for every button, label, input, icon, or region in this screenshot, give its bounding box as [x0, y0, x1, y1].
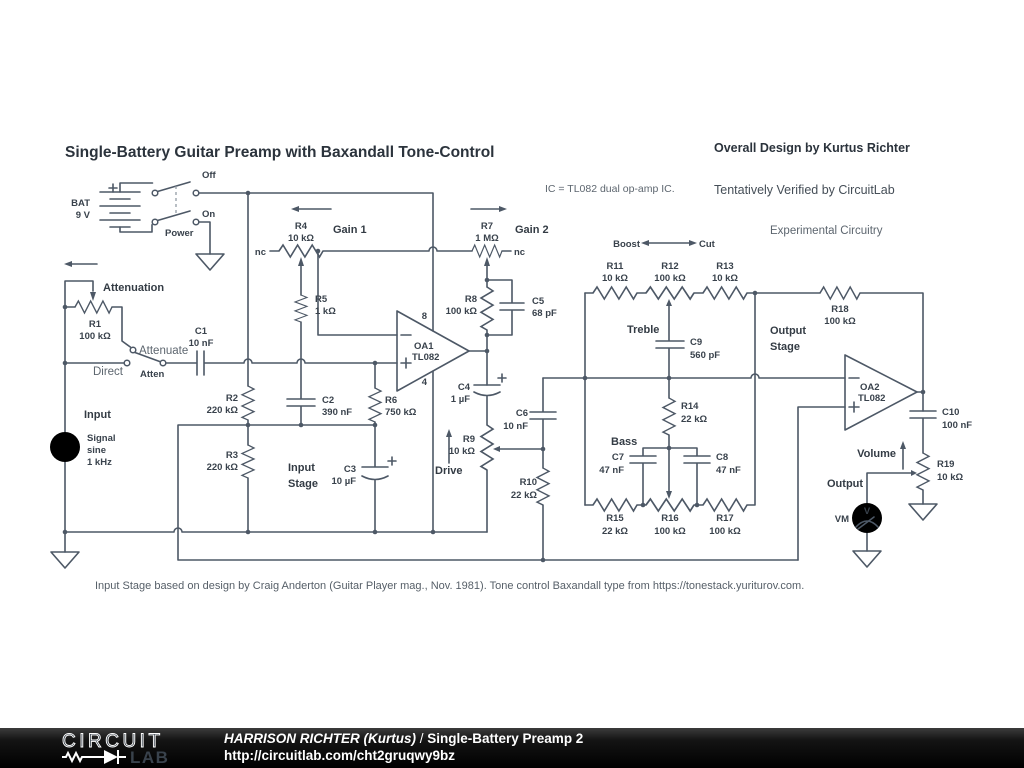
r3-ref: R3: [225, 450, 238, 461]
cut-label: Cut: [699, 239, 715, 250]
c2-ref: C2: [322, 395, 335, 406]
c2-val: 390 nF: [322, 407, 353, 418]
switch-off-label: Off: [202, 170, 216, 181]
footer-author: HARRISON RICHTER (Kurtus): [224, 731, 416, 747]
attenuation-label: Attenuation: [103, 282, 165, 294]
r3-val: 220 kΩ: [206, 462, 238, 473]
r10-ref: R10: [519, 477, 537, 488]
r15-val: 22 kΩ: [601, 526, 629, 537]
logo-circuit-text: CIRCUIT: [62, 731, 164, 752]
r9-val: 10 kΩ: [448, 446, 475, 457]
c1-ref: C1: [194, 326, 208, 337]
c3-plus-mark: [388, 457, 396, 465]
resistor-r7: [472, 245, 502, 257]
direct-label: Direct: [92, 366, 123, 378]
volume-label: Volume: [857, 448, 896, 460]
r13-val: 10 kΩ: [711, 273, 739, 284]
r13-ref: R13: [716, 261, 734, 272]
oa1-pin-top: 8: [421, 311, 427, 322]
r4-val: 10 kΩ: [287, 233, 315, 244]
vm-glyph: V: [863, 506, 871, 517]
c6-val: 10 nF: [503, 421, 528, 432]
r5-val: 1 kΩ: [315, 306, 336, 317]
boost-label: Boost: [613, 239, 640, 250]
r5-ref: R5: [315, 294, 328, 305]
treble-label: Treble: [627, 324, 660, 336]
bass-label: Bass: [611, 436, 638, 448]
footer-separator: /: [416, 731, 428, 747]
c5-val: 68 pF: [532, 308, 557, 319]
power-label: Power: [165, 228, 194, 239]
r11-val: 10 kΩ: [601, 273, 629, 284]
footer-meta: [224, 731, 583, 765]
c4-val: 1 µF: [450, 394, 470, 405]
r16-val: 100 kΩ: [654, 526, 686, 537]
resistor-r17: [703, 499, 747, 511]
r12-wiper-arrow: [666, 299, 672, 306]
c9-ref: C9: [690, 337, 703, 348]
logo-lab-text: LAB: [130, 748, 170, 766]
r15-ref: R15: [606, 513, 624, 524]
oa2-val: TL082: [858, 393, 886, 404]
r6-val: 750 kΩ: [385, 407, 417, 418]
footer-bar: [0, 728, 1024, 768]
r17-val: 100 kΩ: [709, 526, 741, 537]
c4-ref: C4: [457, 382, 470, 393]
input-stage-label-1: Input: [288, 462, 315, 474]
attenuate-label: Attenuate: [139, 345, 189, 357]
r10-val: 22 kΩ: [510, 490, 537, 501]
c3-val: 10 µF: [331, 476, 356, 487]
footer-project-title: Single-Battery Preamp 2: [427, 731, 584, 747]
r6-ref: R6: [385, 395, 398, 406]
output-stage-label-2: Stage: [770, 341, 800, 353]
design-credit: Overall Design by Kurtus Richter: [714, 141, 910, 155]
r1-val: 100 kΩ: [79, 331, 111, 342]
ground-icon: [196, 254, 224, 270]
r17-ref: R17: [716, 513, 734, 524]
schematic-title: Single-Battery Guitar Preamp with Baxandall Tone-Control: [65, 144, 495, 161]
r18-val: 100 kΩ: [824, 316, 856, 327]
r4-ref: R4: [294, 221, 308, 232]
drive-label: Drive: [435, 465, 463, 477]
r2-val: 220 kΩ: [206, 405, 238, 416]
ground-icon: [909, 504, 937, 520]
footnote: Input Stage based on design by Craig Anderton (Guitar Player mag., Nov. 1981). Tone control Baxandall type from https://tonestack.yuriturov.com.: [95, 580, 805, 592]
c1-val: 10 nF: [188, 338, 214, 349]
c10-ref: C10: [942, 407, 960, 418]
resistor-r10: [537, 468, 549, 505]
r7-val: 1 MΩ: [475, 233, 499, 244]
gain1-label: Gain 1: [333, 224, 367, 236]
atten-label: Atten: [140, 369, 165, 380]
c7-val: 47 nF: [599, 465, 624, 476]
input-stage-label-2: Stage: [288, 478, 318, 490]
c6-ref: C6: [515, 408, 528, 419]
ic-note: IC = TL082 dual op-amp IC.: [545, 183, 675, 195]
logo-resistor-diode-icon: [62, 750, 126, 764]
switch-on-label: On: [202, 209, 216, 220]
r16-ref: R16: [661, 513, 679, 524]
gain2-label: Gain 2: [515, 224, 549, 236]
r8-val: 100 kΩ: [445, 306, 477, 317]
oa1-pin-bot: 4: [421, 377, 427, 388]
resistor-r16: [646, 499, 694, 511]
sig-ref: Signal: [87, 433, 116, 444]
c8-ref: C8: [716, 452, 729, 463]
c9-val: 560 pF: [690, 350, 721, 361]
resistor-r3: [242, 445, 254, 478]
r14-ref: R14: [681, 401, 699, 412]
r12-ref: R12: [661, 261, 679, 272]
c10-val: 100 nF: [942, 420, 973, 431]
oa1-val: TL082: [412, 352, 440, 363]
input-label: Input: [84, 409, 111, 421]
r9-wiper-arrow: [493, 446, 500, 452]
resistor-r12: [646, 287, 694, 299]
r1-wiper-arrow: [90, 292, 96, 301]
c7-ref: C7: [611, 452, 624, 463]
resistor-r15: [593, 499, 637, 511]
r19-val: 10 kΩ: [937, 472, 964, 483]
r4-wiper-arrow: [298, 257, 304, 266]
c8-val: 47 nF: [716, 465, 741, 476]
r9-ref: R9: [462, 434, 475, 445]
resistor-r13: [703, 287, 747, 299]
ground-icon: [51, 552, 79, 568]
r2-ref: R2: [225, 393, 238, 404]
bat-val: 9 V: [75, 210, 90, 221]
resistor-r9: [481, 425, 493, 470]
bat-ref: BAT: [71, 198, 90, 209]
r12-val: 100 kΩ: [654, 273, 686, 284]
footer-title-line: [224, 731, 583, 748]
oa1-input-marks: [401, 335, 411, 368]
r16-wiper-arrow: [666, 491, 672, 499]
battery-plus-mark: [109, 184, 117, 192]
experimental-note: Experimental Circuitry: [770, 225, 883, 237]
r7-nc-label: nc: [514, 247, 526, 258]
vm-ref: VM: [834, 514, 849, 525]
r7-wiper-arrow: [484, 257, 490, 266]
c3-ref: C3: [343, 464, 356, 475]
c5-ref: C5: [532, 296, 545, 307]
oa1-ref: OA1: [414, 341, 434, 352]
c4-plus-mark: [498, 374, 506, 382]
oa2-ref: OA2: [860, 382, 880, 393]
r11-ref: R11: [606, 261, 624, 272]
output-stage-label-1: Output: [770, 325, 807, 337]
resistor-r6: [369, 388, 381, 422]
battery-symbol: [100, 192, 140, 227]
resistor-r1: [75, 301, 112, 313]
resistor-r8: [481, 287, 493, 330]
r1-ref: R1: [88, 319, 102, 330]
r18-ref: R18: [831, 304, 849, 315]
r8-ref: R8: [464, 294, 477, 305]
signal-source-symbol: [50, 432, 80, 462]
ground-icon: [853, 551, 881, 567]
sig-val2: 1 kHz: [87, 457, 112, 468]
resistor-r18: [820, 287, 860, 299]
resistor-r19: [917, 453, 929, 490]
resistor-r11: [593, 287, 637, 299]
circuitlab-logo: [34, 730, 206, 766]
resistor-r14: [663, 398, 675, 435]
verified-note: Tentatively Verified by CircuitLab: [714, 183, 895, 197]
output-label: Output: [827, 478, 864, 490]
footer-url[interactable]: http://circuitlab.com/cht2gruqwy9bz: [224, 748, 456, 763]
r19-ref: R19: [937, 459, 955, 470]
sig-val: sine: [87, 445, 107, 456]
resistor-r2: [242, 386, 254, 420]
r14-val: 22 kΩ: [681, 414, 708, 425]
r4-nc-label: nc: [254, 247, 266, 258]
resistor-r5: [295, 295, 307, 322]
r7-ref: R7: [480, 221, 494, 232]
